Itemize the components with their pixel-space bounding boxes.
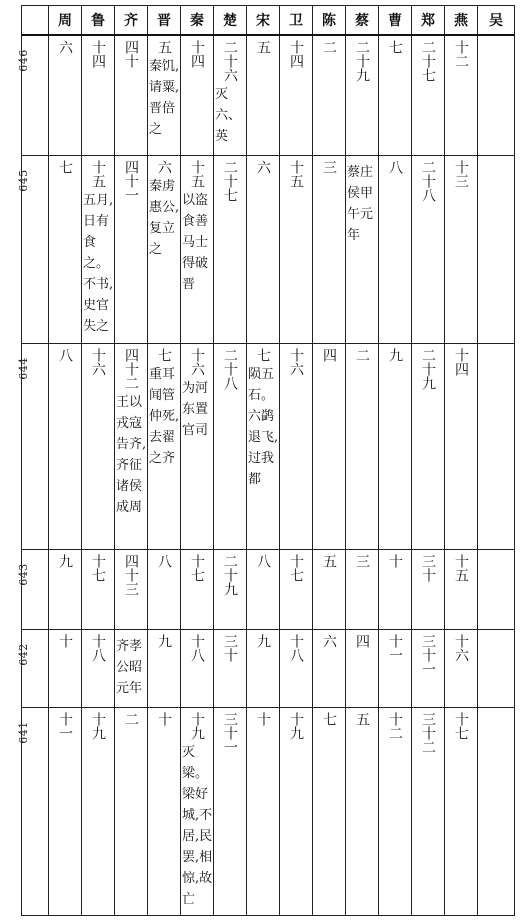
- reign-year-number: 五: [354, 711, 370, 726]
- reign-year-number: 二十八: [420, 159, 436, 202]
- entry-cell: [313, 707, 346, 915]
- entry-cell: [181, 707, 214, 915]
- state-header: 秦: [181, 6, 214, 36]
- reign-year-number: 十四: [453, 347, 469, 376]
- reign-year-number: 四十三: [123, 553, 139, 596]
- entry-cell: [181, 549, 214, 629]
- reign-year-number: 六: [255, 159, 271, 174]
- state-header: 楚: [214, 6, 247, 36]
- reign-year-number: 二: [354, 347, 370, 362]
- table-row: [22, 707, 515, 915]
- reign-year-number: 十五: [189, 159, 205, 188]
- entry-cell: [346, 35, 379, 155]
- entry-cell: [148, 155, 181, 343]
- event-note: 以盗食善马士得破晋: [182, 192, 209, 292]
- event-note: 秦饥,请粟,晋倍之: [149, 59, 180, 137]
- state-header: 陈: [313, 6, 346, 36]
- reign-year-number: 九: [255, 633, 271, 648]
- entry-cell: [214, 155, 247, 343]
- reign-year-number: 四十一: [123, 159, 139, 202]
- event-note: 蔡庄侯甲午元年: [347, 164, 374, 243]
- entry-cell: [478, 35, 515, 155]
- reign-year-number: 十: [57, 633, 73, 648]
- entry-cell: [148, 707, 181, 915]
- entry-cell: [82, 707, 115, 915]
- year-label: 646: [16, 49, 30, 72]
- year-label: 645: [16, 168, 30, 192]
- reign-year-number: 十七: [288, 553, 304, 582]
- state-header: 周: [49, 6, 82, 36]
- year-cell: [16, 629, 49, 707]
- entry-cell: [214, 549, 247, 629]
- reign-year-number: 二: [321, 40, 337, 54]
- header-row: [22, 6, 515, 36]
- reign-year-number: 六: [57, 40, 73, 54]
- year-label: 641: [16, 720, 30, 744]
- entry-cell: [313, 629, 346, 707]
- year-label: 644: [16, 356, 30, 380]
- entry-cell: [478, 549, 515, 629]
- reign-year-number: 十二: [387, 711, 403, 740]
- entry-cell: [346, 629, 379, 707]
- reign-year-number: 二十六: [222, 40, 238, 82]
- reign-year-number: 二十九: [354, 40, 370, 82]
- reign-year-number: 七: [57, 159, 73, 174]
- reign-year-number: 三十: [222, 633, 238, 662]
- reign-year-number: 十九: [90, 711, 106, 740]
- entry-cell: [247, 707, 280, 915]
- reign-year-number: 三十: [420, 553, 436, 582]
- entry-cell: [379, 155, 412, 343]
- entry-cell: [115, 35, 148, 155]
- entry-cell: [214, 343, 247, 549]
- entry-cell: [181, 629, 214, 707]
- table-row: [22, 155, 515, 343]
- entry-cell: [115, 343, 148, 549]
- reign-year-number: 十四: [90, 40, 106, 68]
- entry-cell: [115, 629, 148, 707]
- reign-year-number: 十四: [288, 40, 304, 68]
- chronology-table: [16, 5, 515, 916]
- entry-cell: [445, 155, 478, 343]
- reign-year-number: 十八: [90, 633, 106, 662]
- table-row: [22, 343, 515, 549]
- entry-cell: [181, 35, 214, 155]
- entry-cell: [247, 629, 280, 707]
- table-row: [22, 35, 515, 155]
- entry-cell: [478, 343, 515, 549]
- reign-year-number: 十五: [288, 159, 304, 188]
- year-cell: [16, 343, 49, 549]
- entry-cell: [280, 155, 313, 343]
- entry-cell: [445, 629, 478, 707]
- state-header: 郑: [412, 6, 445, 36]
- event-note: 为河东置官司: [182, 380, 209, 438]
- entry-cell: [181, 155, 214, 343]
- entry-cell: [313, 155, 346, 343]
- reign-year-number: 七: [156, 347, 172, 362]
- reign-year-number: 十六: [288, 347, 304, 376]
- reign-year-number: 十: [255, 711, 271, 726]
- reign-year-number: 六: [321, 633, 337, 648]
- entry-cell: [313, 343, 346, 549]
- entry-cell: [379, 707, 412, 915]
- entry-cell: [412, 629, 445, 707]
- reign-year-number: 三: [321, 159, 337, 174]
- entry-cell: [247, 343, 280, 549]
- state-header: 晋: [148, 6, 181, 36]
- entry-cell: [412, 35, 445, 155]
- entry-cell: [214, 707, 247, 915]
- reign-year-number: 十九: [288, 711, 304, 740]
- reign-year-number: 九: [57, 553, 73, 568]
- entry-cell: [379, 549, 412, 629]
- entry-cell: [280, 629, 313, 707]
- entry-cell: [247, 35, 280, 155]
- reign-year-number: 十七: [90, 553, 106, 582]
- event-note: 陨五石。六鹢退飞,过我都: [248, 366, 279, 487]
- reign-year-number: 三: [354, 553, 370, 568]
- entry-cell: [214, 35, 247, 155]
- reign-year-number: 十八: [288, 633, 304, 662]
- event-note: 五月,日有食之。不书,史官失之: [83, 192, 114, 334]
- entry-cell: [49, 155, 82, 343]
- event-note: 秦虏惠公,复立之: [149, 178, 180, 257]
- reign-year-number: 三十二: [420, 711, 436, 754]
- entry-cell: [82, 343, 115, 549]
- reign-year-number: 三十一: [420, 633, 436, 676]
- state-header: 曹: [379, 6, 412, 36]
- reign-year-number: 八: [57, 347, 73, 362]
- reign-year-number: 十一: [387, 633, 403, 662]
- event-note: 灭六、英: [215, 87, 242, 144]
- entry-cell: [412, 707, 445, 915]
- entry-cell: [379, 629, 412, 707]
- reign-year-number: 十六: [453, 633, 469, 662]
- entry-cell: [346, 343, 379, 549]
- reign-year-number: 五: [255, 40, 271, 54]
- reign-year-number: 五: [156, 40, 172, 54]
- entry-cell: [247, 155, 280, 343]
- event-note: 王以戎寇告齐,齐征诸侯成周: [116, 394, 147, 515]
- entry-cell: [379, 35, 412, 155]
- reign-year-number: 七: [387, 40, 403, 54]
- entry-cell: [82, 35, 115, 155]
- reign-year-number: 二: [123, 711, 139, 726]
- entry-cell: [49, 549, 82, 629]
- reign-year-number: 十一: [57, 711, 73, 740]
- entry-cell: [412, 343, 445, 549]
- entry-cell: [148, 629, 181, 707]
- reign-year-number: 十六: [90, 347, 106, 376]
- reign-year-number: 十: [156, 711, 172, 726]
- entry-cell: [82, 629, 115, 707]
- event-note: 重耳闻管仲死,去翟之齐: [149, 366, 180, 466]
- state-header: 蔡: [346, 6, 379, 36]
- entry-cell: [412, 155, 445, 343]
- reign-year-number: 二十七: [420, 40, 436, 82]
- reign-year-number: 三十一: [222, 711, 238, 754]
- reign-year-number: 十五: [90, 159, 106, 188]
- year-label: 643: [16, 562, 30, 586]
- entry-cell: [346, 155, 379, 343]
- entry-cell: [148, 35, 181, 155]
- reign-year-number: 六: [156, 159, 172, 174]
- reign-year-number: 九: [387, 347, 403, 362]
- state-header: 齐: [115, 6, 148, 36]
- reign-year-number: 七: [255, 347, 271, 362]
- entry-cell: [445, 549, 478, 629]
- reign-year-number: 二十九: [222, 553, 238, 596]
- entry-cell: [148, 343, 181, 549]
- reign-year-number: 五: [321, 553, 337, 568]
- year-cell: [16, 155, 49, 343]
- event-note: 齐孝公昭元年: [116, 638, 143, 696]
- state-header: 吴: [478, 6, 515, 36]
- reign-year-number: 十三: [453, 159, 469, 188]
- table-body: [16, 35, 515, 915]
- entry-cell: [478, 155, 515, 343]
- entry-cell: [280, 549, 313, 629]
- entry-cell: [115, 549, 148, 629]
- entry-cell: [148, 549, 181, 629]
- event-note: 灭梁。梁好城,不居,民罢,相惊,故亡: [182, 744, 213, 907]
- reign-year-number: 四十: [123, 40, 139, 68]
- entry-cell: [478, 629, 515, 707]
- reign-year-number: 九: [156, 633, 172, 648]
- reign-year-number: 四: [321, 347, 337, 362]
- entry-cell: [346, 549, 379, 629]
- reign-year-number: 十七: [453, 711, 469, 740]
- entry-cell: [49, 343, 82, 549]
- entry-cell: [247, 549, 280, 629]
- reign-year-number: 二十九: [420, 347, 436, 390]
- reign-year-number: 八: [156, 553, 172, 568]
- entry-cell: [313, 549, 346, 629]
- entry-cell: [313, 35, 346, 155]
- reign-year-number: 四: [354, 633, 370, 648]
- reign-year-number: 八: [255, 553, 271, 568]
- entry-cell: [412, 549, 445, 629]
- entry-cell: [346, 707, 379, 915]
- state-header: 卫: [280, 6, 313, 36]
- state-header: 鲁: [82, 6, 115, 36]
- reign-year-number: 四十二: [123, 347, 139, 390]
- entry-cell: [445, 343, 478, 549]
- entry-cell: [82, 155, 115, 343]
- state-header: 宋: [247, 6, 280, 36]
- entry-cell: [82, 549, 115, 629]
- entry-cell: [181, 343, 214, 549]
- entry-cell: [115, 155, 148, 343]
- entry-cell: [115, 707, 148, 915]
- reign-year-number: 十六: [189, 347, 205, 376]
- entry-cell: [280, 707, 313, 915]
- entry-cell: [280, 343, 313, 549]
- year-label: 642: [16, 642, 30, 666]
- entry-cell: [445, 35, 478, 155]
- reign-year-number: 十二: [453, 40, 469, 68]
- reign-year-number: 二十八: [222, 347, 238, 390]
- entry-cell: [49, 707, 82, 915]
- year-header-blank: [22, 6, 49, 36]
- entry-cell: [445, 707, 478, 915]
- state-header: 燕: [445, 6, 478, 36]
- entry-cell: [49, 629, 82, 707]
- year-cell: [16, 35, 49, 155]
- reign-year-number: 八: [387, 159, 403, 174]
- reign-year-number: 十九: [189, 711, 205, 740]
- reign-year-number: 十四: [189, 40, 205, 68]
- reign-year-number: 十五: [453, 553, 469, 582]
- reign-year-number: 十八: [189, 633, 205, 662]
- entry-cell: [478, 707, 515, 915]
- year-cell: [16, 549, 49, 629]
- entry-cell: [280, 35, 313, 155]
- table-row: [22, 629, 515, 707]
- entry-cell: [49, 35, 82, 155]
- year-cell: [16, 707, 49, 915]
- reign-year-number: 二十七: [222, 159, 238, 202]
- entry-cell: [214, 629, 247, 707]
- reign-year-number: 十七: [189, 553, 205, 582]
- reign-year-number: 十: [387, 553, 403, 568]
- table-row: [22, 549, 515, 629]
- reign-year-number: 七: [321, 711, 337, 726]
- entry-cell: [379, 343, 412, 549]
